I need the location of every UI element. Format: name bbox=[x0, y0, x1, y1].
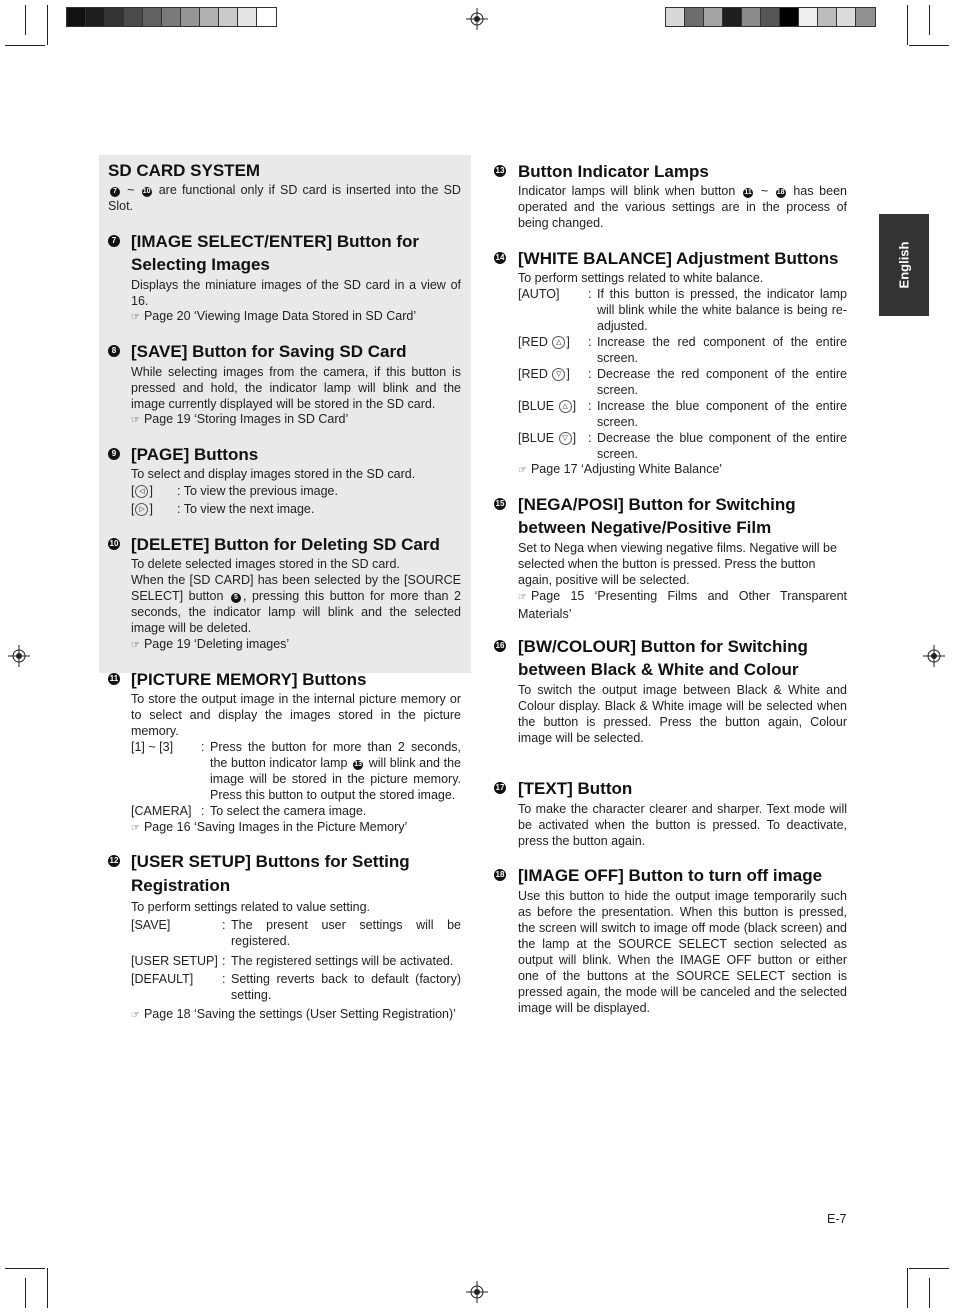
color-swatch bbox=[780, 8, 799, 26]
page-prev-desc: : To view the previous image. bbox=[177, 484, 338, 498]
section-number-badge: 12 bbox=[109, 856, 119, 865]
section-8-ref bbox=[131, 411, 348, 429]
section-15-title-line2: between Negative/Positive Film bbox=[518, 518, 772, 537]
registration-mark-icon bbox=[466, 1281, 488, 1303]
section-15-ref bbox=[518, 588, 847, 622]
color-swatch bbox=[799, 8, 818, 26]
color-swatch bbox=[257, 8, 276, 26]
memory-camera-desc: To select the camera image. bbox=[210, 804, 367, 818]
section-14-body: To perform settings related to white balance. bbox=[518, 271, 764, 285]
down-triangle-icon: ▽ bbox=[552, 368, 565, 381]
tilde: ~ bbox=[127, 183, 135, 197]
color-bar-right bbox=[665, 7, 876, 27]
color-swatch bbox=[742, 8, 761, 26]
wb-auto-term: [AUTO] bbox=[518, 287, 560, 301]
colon: : bbox=[588, 367, 592, 381]
number-badge: 11 bbox=[744, 189, 752, 196]
section-16-title-line1: [BW/COLOUR] Button for Switching bbox=[518, 637, 808, 656]
color-swatch bbox=[818, 8, 837, 26]
section-7-title-line2: Selecting Images bbox=[131, 255, 270, 274]
section-12-title-line2: Registration bbox=[131, 876, 231, 895]
color-swatch bbox=[67, 8, 86, 26]
registration-mark-icon bbox=[923, 645, 945, 667]
colon: : bbox=[588, 431, 592, 445]
section-10-body1: To delete selected images stored in the SD card. bbox=[131, 557, 400, 571]
ref-text: Page 19 ‘Storing Images in SD Card’ bbox=[143, 412, 349, 426]
color-swatch bbox=[181, 8, 200, 26]
colon: : bbox=[222, 972, 226, 986]
wb-blue-down-desc: Decrease the blue component of the entire screen. bbox=[597, 431, 847, 461]
wb-auto-desc: If this button is pressed, the indicator lamp will blink while the white balance is being re-adjusted. bbox=[597, 287, 847, 333]
section-11-title: [PICTURE MEMORY] Buttons bbox=[131, 670, 367, 689]
color-swatch bbox=[162, 8, 181, 26]
ref-text: Page 16 ‘Saving Images in the Picture Memory’ bbox=[143, 820, 408, 834]
page-ref-icon: ☞ bbox=[131, 823, 140, 834]
section-number-badge: 16 bbox=[495, 641, 505, 650]
section-11-ref bbox=[131, 819, 407, 837]
memory-1-3-desc: Press the button for more than 2 seconds, the button indicator lamp 13 will blink and the image will be stored in the picture memory. Press this button to output the stored image. bbox=[210, 740, 462, 802]
colon: : bbox=[588, 335, 592, 349]
colon: : bbox=[588, 399, 592, 413]
section-number-badge: 13 bbox=[495, 166, 505, 175]
section-12-body: To perform settings related to value setting. bbox=[131, 900, 371, 914]
ref-text: Page 15 ‘Presenting Films and Other Transparent Materials’ bbox=[518, 589, 847, 621]
ref-text: Page 18 ‘Saving the settings (User Setting Registration)’ bbox=[143, 1007, 456, 1021]
color-swatch bbox=[837, 8, 856, 26]
section-number-badge: 10 bbox=[109, 539, 119, 548]
wb-red-up-desc: Increase the red component of the entire screen. bbox=[597, 335, 847, 365]
section-12-title-line1: [USER SETUP] Buttons for Setting bbox=[131, 852, 410, 871]
section-10-title: [DELETE] Button for Deleting SD Card bbox=[131, 535, 440, 554]
page-number: E-7 bbox=[827, 1212, 847, 1226]
color-swatch bbox=[238, 8, 257, 26]
color-swatch bbox=[666, 8, 685, 26]
next-icon: ▷ bbox=[135, 503, 148, 516]
color-swatch bbox=[685, 8, 704, 26]
section-7-ref bbox=[131, 308, 416, 326]
user-save-term: [SAVE] bbox=[131, 918, 171, 932]
memory-camera-term: [CAMERA] bbox=[131, 804, 192, 818]
registration-mark-icon bbox=[466, 8, 488, 30]
section-number-badge: 18 bbox=[495, 870, 505, 879]
user-setup-term: [USER SETUP] bbox=[131, 954, 218, 968]
sd-card-system-title: SD CARD SYSTEM bbox=[108, 161, 261, 180]
language-tab bbox=[879, 214, 929, 316]
section-18-title: [IMAGE OFF] Button to turn off image bbox=[518, 866, 823, 885]
number-badge: 7 bbox=[110, 187, 120, 197]
wb-red-down-term: [RED ▽ ] bbox=[518, 367, 570, 381]
page-ref-icon: ☞ bbox=[518, 465, 527, 476]
page-next-term: [ ▷ ] bbox=[131, 502, 153, 516]
registration-mark-icon bbox=[8, 645, 30, 667]
color-swatch bbox=[723, 8, 742, 26]
page-ref-icon: ☞ bbox=[131, 1010, 140, 1021]
section-number-badge: 7 bbox=[108, 235, 120, 247]
sd-card-system-note bbox=[108, 182, 461, 214]
section-7-title-line1: [IMAGE SELECT/ENTER] Button for bbox=[131, 232, 420, 251]
page-ref-icon: ☞ bbox=[131, 640, 140, 651]
color-swatch bbox=[200, 8, 219, 26]
section-8-body: While selecting images from the camera, if this button is pressed and hold, the indicator lamp will blink and the image currently displayed will be stored in the SD card. bbox=[131, 365, 461, 411]
up-triangle-icon: △ bbox=[559, 400, 572, 413]
section-number-badge: 14 bbox=[495, 253, 505, 262]
color-swatch bbox=[143, 8, 162, 26]
section-number-badge: 8 bbox=[108, 345, 120, 357]
colon: : bbox=[222, 954, 226, 968]
section-15-title-line1: [NEGA/POSI] Button for Switching bbox=[518, 495, 796, 514]
section-17-title: [TEXT] Button bbox=[518, 779, 633, 798]
language-tab-label: English bbox=[896, 241, 912, 289]
note-text: are functional only if SD card is inserted into the SD Slot. bbox=[108, 183, 461, 213]
section-10-body2: When the [SD CARD] has been selected by the [SOURCE SELECT] button 5 , pressing this button for more than 2 seconds, the indicator lamp will blink and the selected image will be deleted. bbox=[131, 573, 461, 635]
section-number-badge: 11 bbox=[109, 674, 119, 683]
down-triangle-icon: ▽ bbox=[559, 432, 572, 445]
ref-text: Page 20 ‘Viewing Image Data Stored in SD Card’ bbox=[143, 309, 417, 323]
number-badge: 13 bbox=[354, 761, 362, 768]
user-default-desc: Setting reverts back to default (factory) setting. bbox=[231, 972, 461, 1002]
page-ref-icon: ☞ bbox=[131, 312, 140, 323]
user-setup-desc: The registered settings will be activated. bbox=[231, 954, 454, 968]
section-18-body: Use this button to hide the output image temporarily such as before the presentation. When this button is pressed, the screen will switch to image off mode (black screen) and the lamp at the SOURCE SELECT section selected as output will blink. When the IMAGE OFF button or either one of the buttons at the SOURCE SELECT section is pressed again, the mode will be canceled and the selected image will be displayed. bbox=[518, 889, 847, 1015]
colon: : bbox=[222, 918, 226, 932]
section-14-ref bbox=[518, 461, 722, 479]
wb-red-up-term: [RED △ ] bbox=[518, 335, 570, 349]
section-13-body: Indicator lamps will blink when button 11 ~ 18 has been operated and the various settings are in the process of being changed. bbox=[518, 184, 847, 230]
color-swatch bbox=[704, 8, 723, 26]
section-9-title: [PAGE] Buttons bbox=[131, 445, 259, 464]
section-16-title-line2: between Black & White and Colour bbox=[518, 660, 799, 679]
user-save-desc: The present user settings will be registered. bbox=[231, 918, 461, 948]
user-default-term: [DEFAULT] bbox=[131, 972, 194, 986]
colon: : bbox=[201, 804, 205, 818]
section-13-title: Button Indicator Lamps bbox=[518, 162, 709, 181]
color-bar-left bbox=[66, 7, 277, 27]
color-swatch bbox=[86, 8, 105, 26]
section-number-badge: 17 bbox=[495, 783, 505, 792]
page-next-desc: : To view the next image. bbox=[177, 502, 315, 516]
section-10-ref bbox=[131, 636, 289, 654]
number-badge: 10 bbox=[142, 188, 151, 195]
wb-blue-up-term: [BLUE △ ] bbox=[518, 399, 577, 413]
color-swatch bbox=[124, 8, 143, 26]
section-11-body: To store the output image in the internal picture memory or to select and display the images stored in the picture memory. bbox=[131, 692, 461, 738]
section-12-ref bbox=[131, 1006, 461, 1024]
color-swatch bbox=[856, 8, 875, 26]
section-7-body: Displays the miniature images of the SD card in a view of 16. bbox=[131, 278, 461, 308]
page-ref-icon: ☞ bbox=[131, 415, 140, 426]
color-swatch bbox=[219, 8, 238, 26]
previous-icon: ◁ bbox=[135, 485, 148, 498]
section-15-body: Set to Nega when viewing negative films. Negative will be selected when the button is pressed. Press the button again, positive will be selected. bbox=[518, 541, 837, 587]
section-9-body: To select and display images stored in the SD card. bbox=[131, 467, 416, 481]
section-8-title: [SAVE] Button for Saving SD Card bbox=[131, 342, 407, 361]
wb-blue-up-desc: Increase the blue component of the entire screen. bbox=[597, 399, 847, 429]
page-ref-icon: ☞ bbox=[518, 592, 527, 603]
section-16-body: To switch the output image between Black & White and Colour display. Black & White image will be selected when the button is pressed. Press the button again, Colour image will be selected. bbox=[518, 683, 847, 745]
number-badge: 18 bbox=[776, 189, 785, 196]
section-14-title: [WHITE BALANCE] Adjustment Buttons bbox=[518, 249, 839, 268]
section-number-badge: 9 bbox=[108, 448, 120, 460]
colon: : bbox=[201, 740, 205, 754]
page-prev-term: [ ◁ ] bbox=[131, 484, 153, 498]
section-17-body: To make the character clearer and sharper. Text mode will be activated when the button is pressed. To deactivate, press the button again. bbox=[518, 802, 847, 848]
section-number-badge: 15 bbox=[495, 499, 505, 508]
ref-text: Page 17 ‘Adjusting White Balance’ bbox=[530, 462, 723, 476]
colon: : bbox=[588, 287, 592, 301]
color-swatch bbox=[105, 8, 124, 26]
ref-text: Page 19 ‘Deleting images’ bbox=[143, 637, 290, 651]
up-triangle-icon: △ bbox=[552, 336, 565, 349]
wb-red-down-desc: Decrease the red component of the entire screen. bbox=[597, 367, 847, 397]
color-swatch bbox=[761, 8, 780, 26]
wb-blue-down-term: [BLUE ▽ ] bbox=[518, 431, 577, 445]
number-badge: 5 bbox=[231, 593, 241, 603]
memory-1-3-term: [1] ~ [3] bbox=[131, 740, 174, 754]
